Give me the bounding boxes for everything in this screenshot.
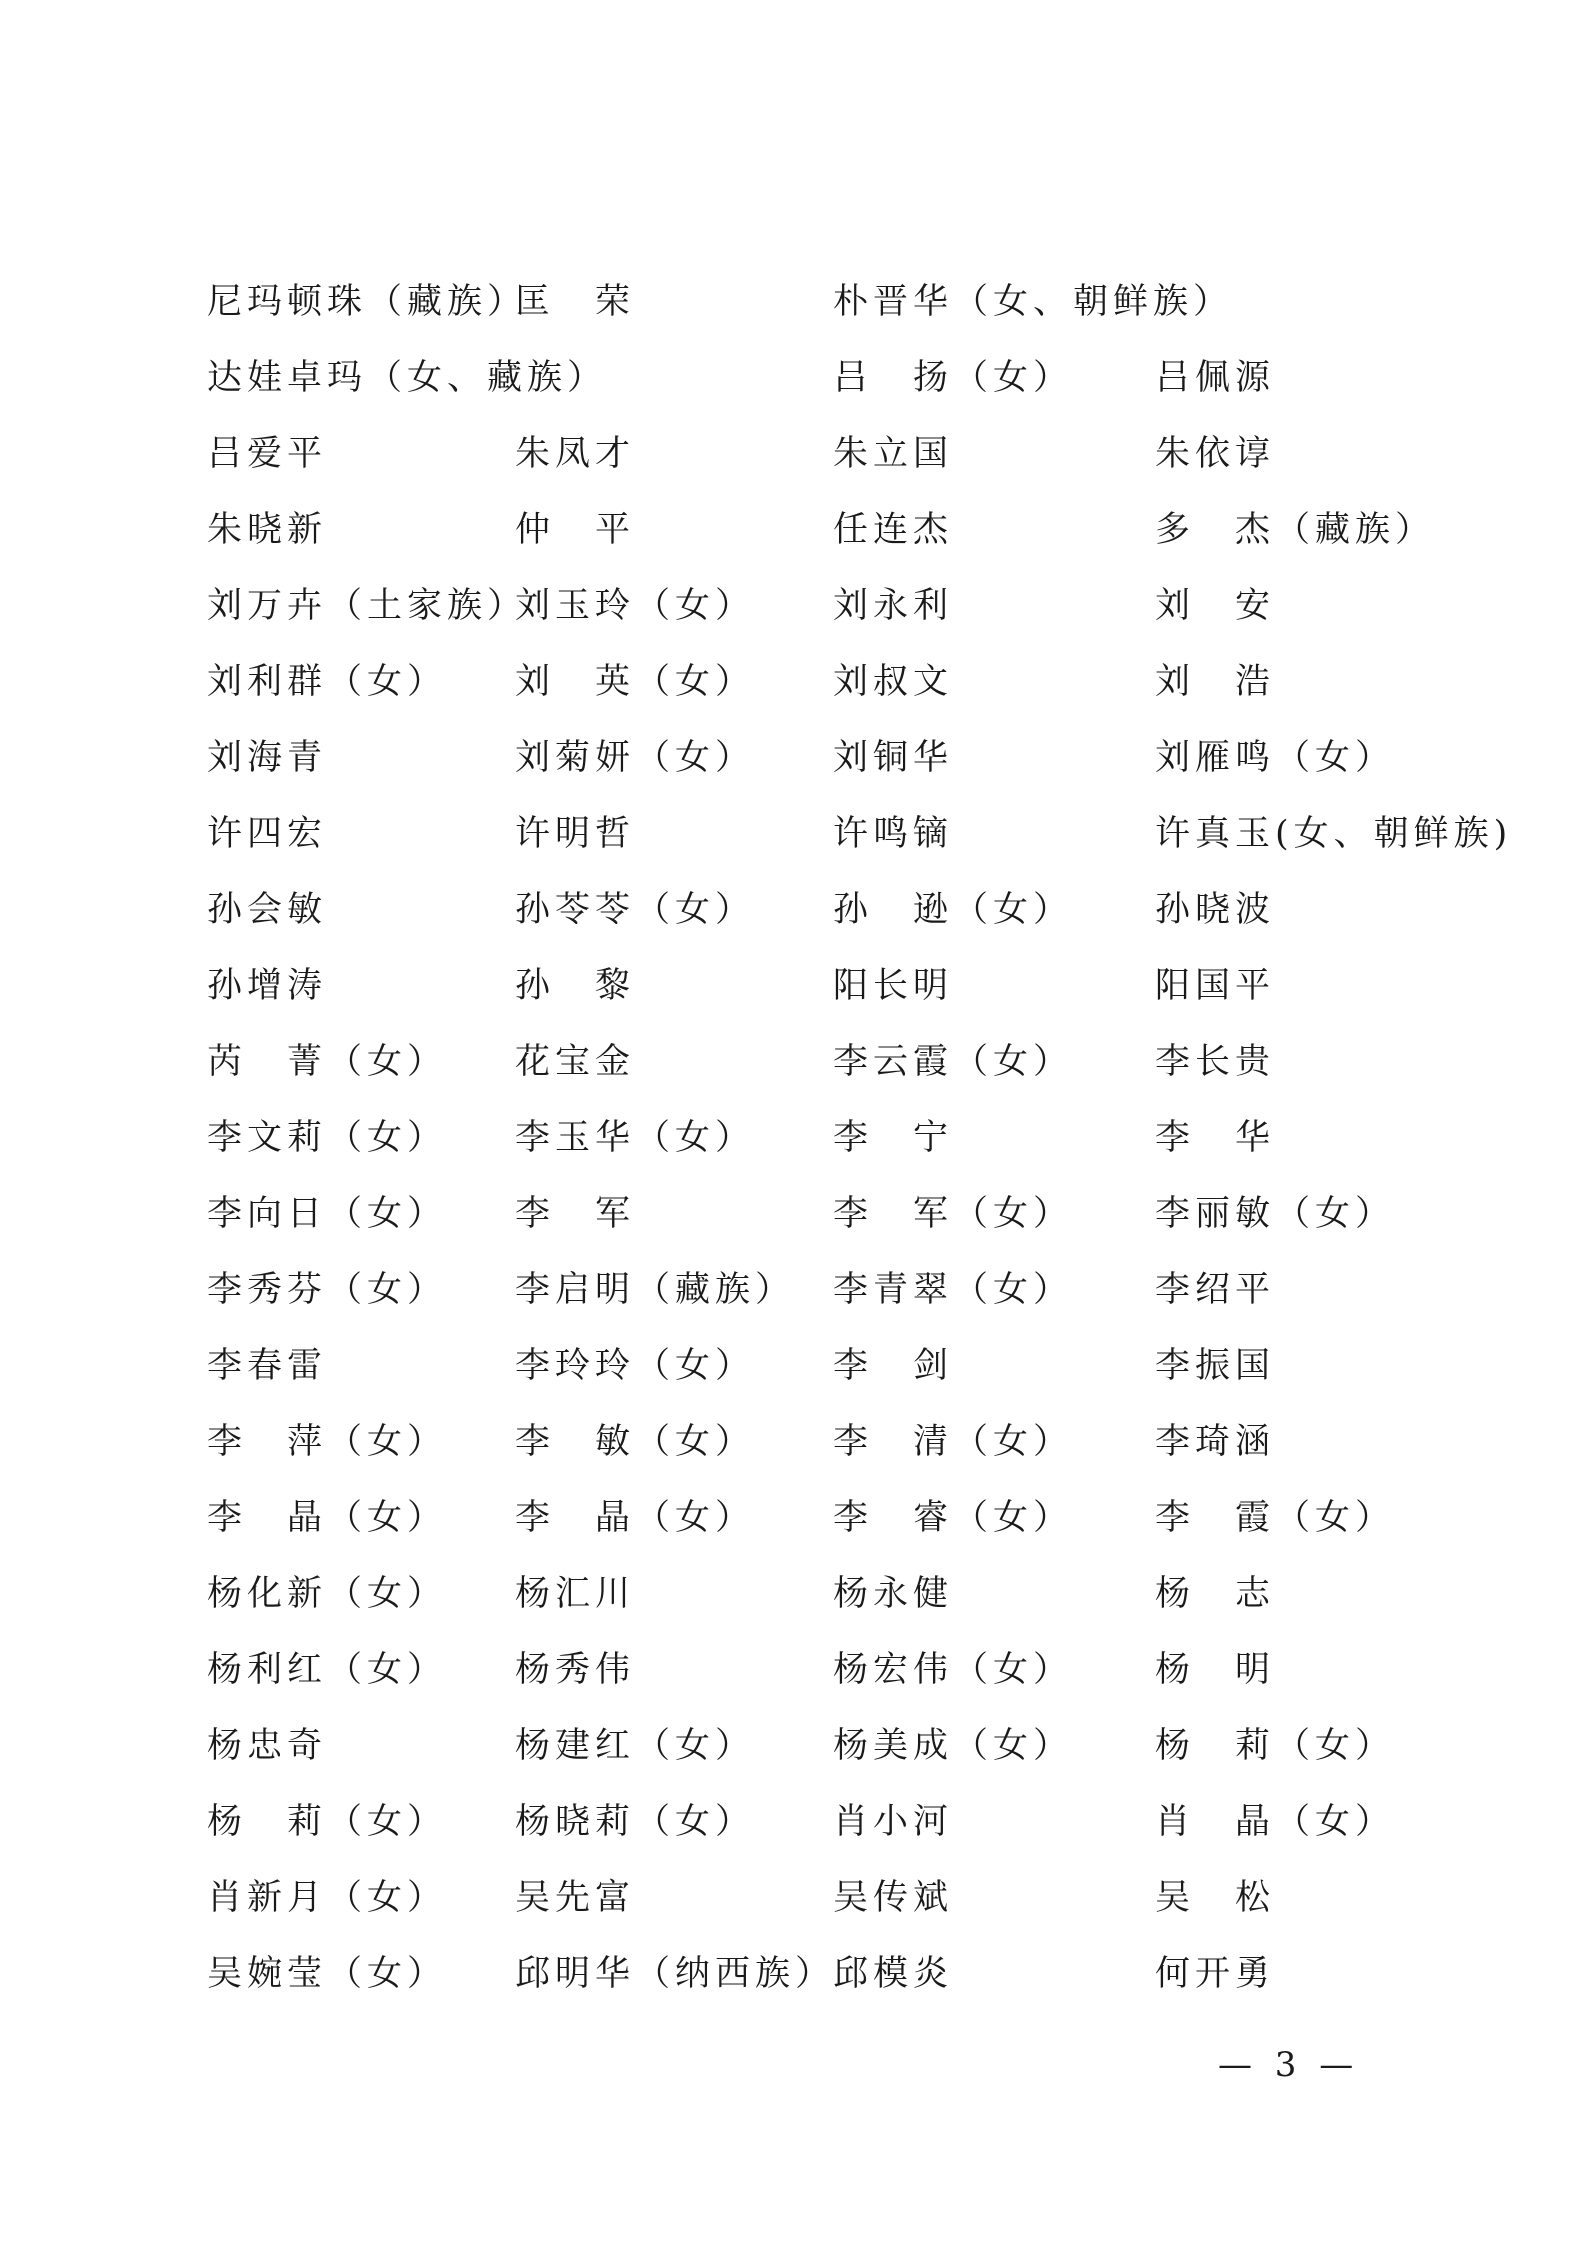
name-entry: 芮 菁（女）	[207, 1042, 448, 1082]
name-entry: 刘铜华	[833, 738, 954, 778]
name-entry: 李 霞（女）	[1155, 1498, 1396, 1538]
name-row	[207, 1108, 1467, 1184]
name-row	[207, 1032, 1467, 1108]
name-entry: 许真玉(女、朝鲜族)	[1155, 814, 1513, 854]
name-entry: 刘永利	[833, 586, 954, 626]
name-entry: 肖新月（女）	[207, 1878, 448, 1918]
name-entry: 许鸣镝	[833, 814, 954, 854]
name-entry: 李 晶（女）	[207, 1498, 448, 1538]
name-entry: 杨利红（女）	[207, 1650, 448, 1690]
name-row	[207, 272, 1467, 348]
name-entry: 许四宏	[207, 814, 328, 854]
name-entry: 李绍平	[1155, 1270, 1276, 1310]
name-row	[207, 1792, 1467, 1868]
name-entry: 孙增涛	[207, 966, 328, 1006]
name-entry: 孙苓苓（女）	[515, 890, 756, 930]
name-row	[207, 1716, 1467, 1792]
name-entry: 朱凤才	[515, 434, 636, 474]
name-entry: 杨美成（女）	[833, 1726, 1074, 1766]
name-entry: 李春雷	[207, 1346, 328, 1386]
name-entry: 李 睿（女）	[833, 1498, 1074, 1538]
name-entry: 李 萍（女）	[207, 1422, 448, 1462]
name-entry: 孙会敏	[207, 890, 328, 930]
name-entry: 孙 黎	[515, 966, 636, 1006]
name-entry: 杨 莉（女）	[1155, 1726, 1396, 1766]
name-entry: 孙晓波	[1155, 890, 1276, 930]
name-entry: 多 杰（藏族）	[1155, 510, 1436, 550]
name-row	[207, 804, 1513, 880]
name-entry: 杨 莉（女）	[207, 1802, 448, 1842]
name-entry: 吴传斌	[833, 1878, 954, 1918]
name-entry: 花宝金	[515, 1042, 636, 1082]
name-entry: 匡 荣	[515, 282, 636, 322]
name-entry: 许明哲	[515, 814, 636, 854]
name-entry: 朱立国	[833, 434, 954, 474]
name-entry: 刘 英（女）	[515, 662, 756, 702]
name-row	[207, 956, 1467, 1032]
name-entry: 肖小河	[833, 1802, 954, 1842]
name-row	[207, 1564, 1467, 1640]
name-row	[207, 1412, 1467, 1488]
name-entry: 吴 松	[1155, 1878, 1276, 1918]
name-entry: 李 军（女）	[833, 1194, 1074, 1234]
name-entry: 李青翠（女）	[833, 1270, 1074, 1310]
name-entry: 李丽敏（女）	[1155, 1194, 1396, 1234]
name-entry: 刘 安	[1155, 586, 1276, 626]
name-row	[207, 424, 1467, 500]
name-row	[207, 652, 1467, 728]
name-entry: 李 清（女）	[833, 1422, 1074, 1462]
name-entry: 杨建红（女）	[515, 1726, 756, 1766]
name-row	[207, 500, 1467, 576]
name-entry: 李秀芬（女）	[207, 1270, 448, 1310]
name-entry: 吕佩源	[1155, 358, 1276, 398]
name-entry: 杨忠奇	[207, 1726, 328, 1766]
name-entry: 刘海青	[207, 738, 328, 778]
name-entry: 吕 扬（女）	[833, 358, 1074, 398]
name-entry: 朱晓新	[207, 510, 328, 550]
name-entry: 阳长明	[833, 966, 954, 1006]
name-entry: 刘万卉（土家族）	[207, 586, 528, 626]
name-entry: 达娃卓玛（女、藏族）	[207, 358, 608, 398]
name-entry: 吴先富	[515, 1878, 636, 1918]
name-entry: 刘 浩	[1155, 662, 1276, 702]
name-entry: 杨秀伟	[515, 1650, 636, 1690]
name-entry: 李云霞（女）	[833, 1042, 1074, 1082]
name-row	[207, 1184, 1467, 1260]
name-entry: 李 华	[1155, 1118, 1276, 1158]
name-entry: 李玉华（女）	[515, 1118, 756, 1158]
page-number: — 3 —	[1218, 2045, 1360, 2085]
name-entry: 杨 志	[1155, 1574, 1276, 1614]
name-entry: 李振国	[1155, 1346, 1276, 1386]
name-entry: 李 军	[515, 1194, 636, 1234]
name-entry: 朴晋华（女、朝鲜族）	[833, 282, 1234, 322]
name-entry: 杨汇川	[515, 1574, 636, 1614]
name-list	[207, 272, 1513, 2020]
name-entry: 何开勇	[1155, 1954, 1276, 1994]
name-entry: 李启明（藏族）	[515, 1270, 796, 1310]
name-entry: 刘玉玲（女）	[515, 586, 756, 626]
name-entry: 孙 逊（女）	[833, 890, 1074, 930]
name-entry: 尼玛顿珠（藏族）	[207, 282, 528, 322]
name-entry: 刘利群（女）	[207, 662, 448, 702]
name-row	[207, 880, 1467, 956]
name-row	[207, 1260, 1467, 1336]
name-entry: 朱依谆	[1155, 434, 1276, 474]
name-row	[207, 1336, 1467, 1412]
name-entry: 李文莉（女）	[207, 1118, 448, 1158]
name-entry: 邱明华（纳西族）	[515, 1954, 836, 1994]
name-entry: 李 晶（女）	[515, 1498, 756, 1538]
name-entry: 仲 平	[515, 510, 636, 550]
name-row	[207, 1488, 1467, 1564]
name-entry: 任连杰	[833, 510, 954, 550]
name-row	[207, 1868, 1467, 1944]
name-entry: 杨宏伟（女）	[833, 1650, 1074, 1690]
name-entry: 阳国平	[1155, 966, 1276, 1006]
name-row	[207, 1640, 1467, 1716]
name-entry: 刘雁鸣（女）	[1155, 738, 1396, 778]
name-entry: 李琦涵	[1155, 1422, 1276, 1462]
name-entry: 李 宁	[833, 1118, 954, 1158]
name-entry: 杨永健	[833, 1574, 954, 1614]
name-entry: 刘菊妍（女）	[515, 738, 756, 778]
name-entry: 李 敏（女）	[515, 1422, 756, 1462]
name-entry: 肖 晶（女）	[1155, 1802, 1396, 1842]
name-entry: 杨晓莉（女）	[515, 1802, 756, 1842]
name-row	[207, 1944, 1467, 2020]
name-entry: 邱模炎	[833, 1954, 954, 1994]
name-row	[207, 348, 1467, 424]
name-entry: 李 剑	[833, 1346, 954, 1386]
name-row	[207, 576, 1467, 652]
name-row	[207, 728, 1467, 804]
name-entry: 李向日（女）	[207, 1194, 448, 1234]
name-entry: 李玲玲（女）	[515, 1346, 756, 1386]
name-entry: 吴婉莹（女）	[207, 1954, 448, 1994]
name-entry: 李长贵	[1155, 1042, 1276, 1082]
name-entry: 吕爱平	[207, 434, 328, 474]
name-entry: 刘叔文	[833, 662, 954, 702]
name-entry: 杨化新（女）	[207, 1574, 448, 1614]
name-entry: 杨 明	[1155, 1650, 1276, 1690]
